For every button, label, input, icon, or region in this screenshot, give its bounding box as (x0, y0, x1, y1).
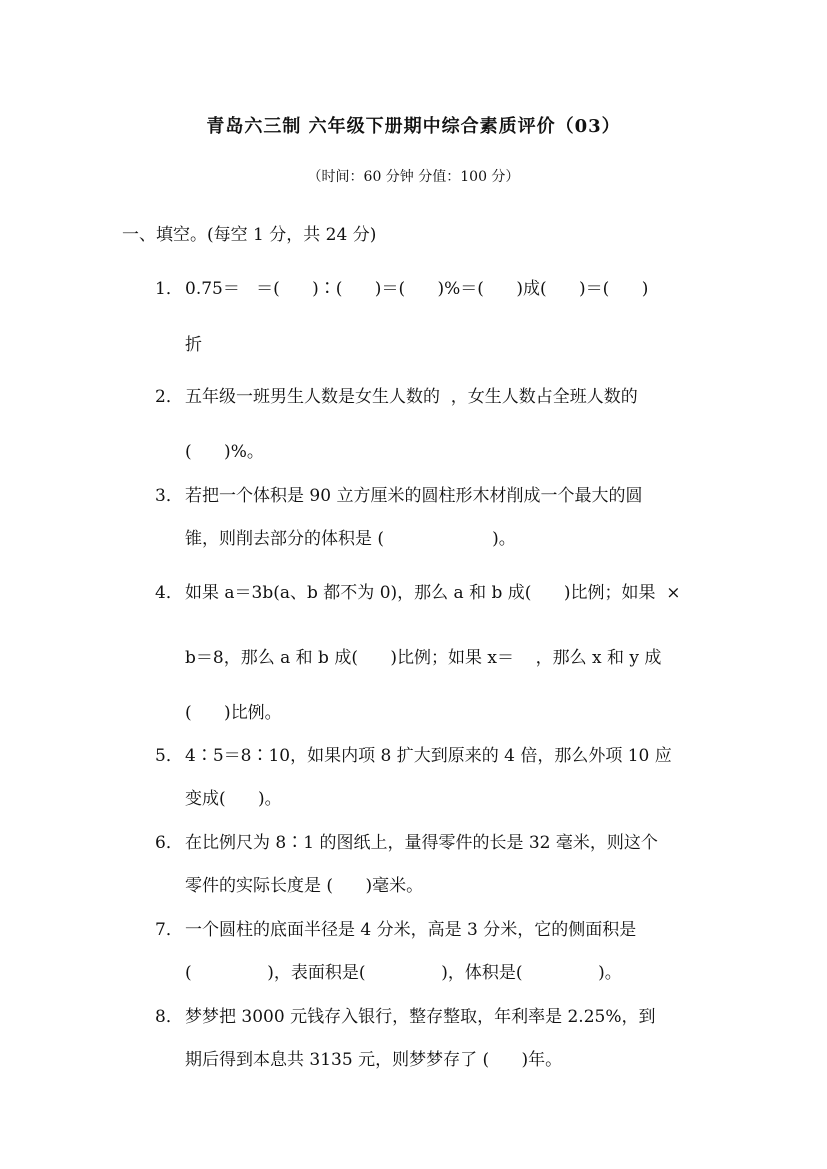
question-number: 2． (155, 387, 183, 407)
question-number: 1． (155, 279, 183, 299)
question-number: 5． (155, 746, 183, 766)
question-number: 8． (155, 1007, 183, 1027)
question-1-line-2: 折 (185, 335, 202, 355)
section-heading: 一、填空。(每空 1 分，共 24 分) (122, 225, 377, 245)
question-4-line-1: 如果 a＝3b(a、b 都不为 0)，那么 a 和 b 成( )比例；如果 × (185, 583, 681, 603)
question-6-line-2: 零件的实际长度是 ( )毫米。 (185, 876, 424, 896)
question-3-line-1: 若把一个体积是 90 立方厘米的圆柱形木材削成一个最大的圆 (185, 486, 643, 506)
question-2-line-2: ( )%。 (185, 442, 264, 462)
question-7-line-1: 一个圆柱的底面半径是 4 分米，高是 3 分米，它的侧面积是 (185, 920, 637, 940)
question-8-line-2: 期后得到本息共 3135 元，则梦梦存了 ( )年。 (185, 1050, 563, 1070)
question-5-line-2: 变成( )。 (185, 789, 282, 809)
question-number: 3． (155, 486, 183, 506)
question-number: 7． (155, 920, 183, 940)
page-title: 青岛六三制 六年级下册期中综合素质评价（03） (206, 116, 621, 137)
question-4-line-2: b＝8，那么 a 和 b 成( )比例；如果 x＝ ，那么 x 和 y 成 (185, 648, 662, 668)
question-4-line-3: ( )比例。 (185, 703, 282, 723)
question-number: 6． (155, 833, 183, 853)
question-1-line-1: 0.75＝ ＝( )∶( )＝( )%＝( )成( )＝( ) (185, 279, 649, 299)
question-8-line-1: 梦梦把 3000 元钱存入银行，整存整取，年利率是 2.25%，到 (185, 1007, 656, 1027)
question-6-line-1: 在比例尺为 8∶1 的图纸上，量得零件的长是 32 毫米，则这个 (185, 833, 658, 853)
question-3-line-2: 锥，则削去部分的体积是 ( )。 (185, 529, 516, 549)
question-2-line-1: 五年级一班男生人数是女生人数的 ，女生人数占全班人数的 (185, 387, 638, 407)
question-7-line-2: ( )，表面积是( )，体积是( )。 (185, 963, 622, 983)
question-5-line-1: 4∶5＝8∶10，如果内项 8 扩大到原来的 4 倍，那么外项 10 应 (185, 746, 672, 766)
exam-info: （时间：60 分钟 分值：100 分） (307, 169, 520, 185)
question-number: 4． (155, 583, 183, 603)
